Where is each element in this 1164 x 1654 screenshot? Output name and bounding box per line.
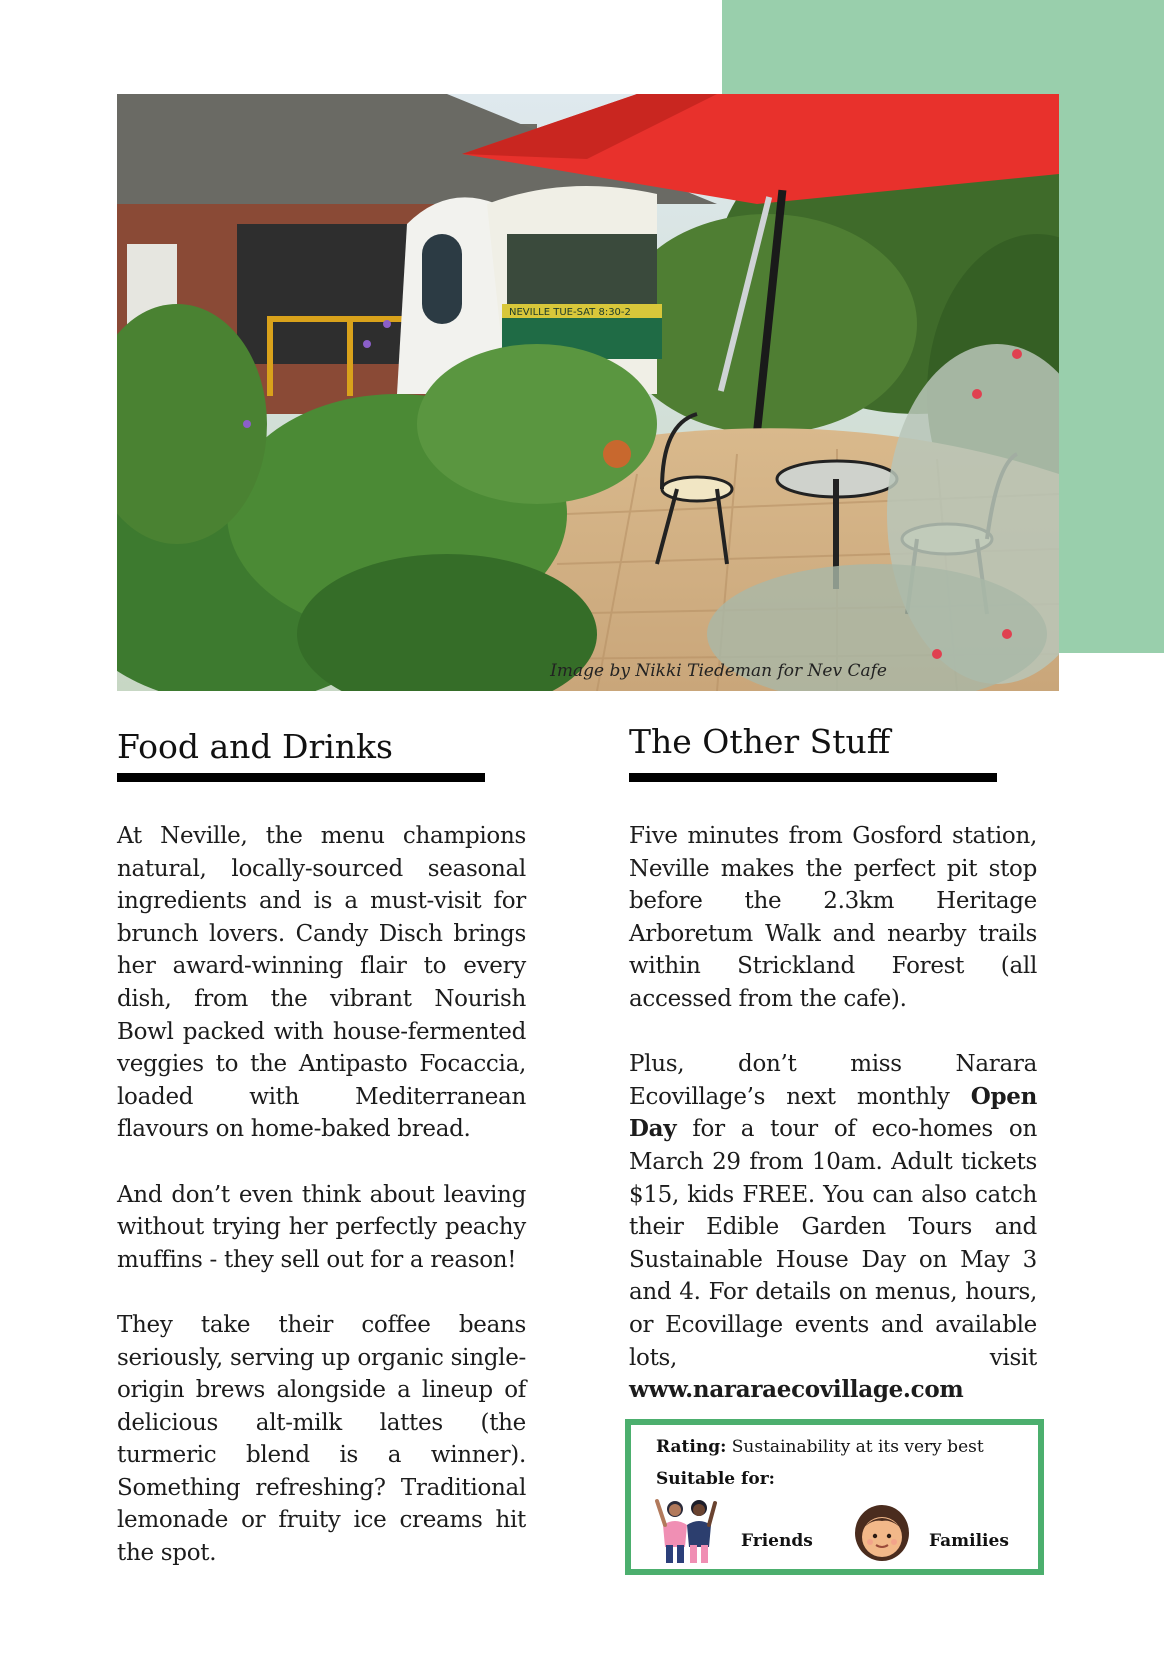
food-and-drinks-heading: Food and Drinks	[117, 727, 393, 766]
rating-box	[625, 1419, 1044, 1575]
ecovillage-website-link[interactable]: www.nararaecovillage.com	[629, 1376, 964, 1404]
paragraph-text: Plus, don’t miss Narara Ecovillage’s next monthly	[629, 1051, 1037, 1110]
other-heading-rule	[629, 773, 997, 782]
cafe-garden-illustration	[117, 94, 1059, 691]
open-day-emphasis: Open Day	[629, 1082, 1037, 1143]
friends-icon	[653, 1495, 719, 1565]
other-stuff-heading: The Other Stuff	[629, 722, 891, 761]
food-paragraph-2: And don’t even think about leaving without trying her perfectly peachy muffins - they sell out for a reason!	[117, 1181, 526, 1273]
food-column	[117, 820, 526, 1602]
family-icon	[853, 1503, 911, 1563]
photo-caption: Image by Nikki Tiedeman for Nev Cafe	[550, 661, 887, 681]
other-paragraph-1: Five minutes from Gosford station, Neville makes the perfect pit stop before the 2.3km Heritage Arboretum Walk and nearby trails within Strickland Forest (all accessed from the cafe).	[629, 823, 1037, 1012]
rating-label: Rating:	[656, 1437, 727, 1457]
food-paragraph-1: At Neville, the menu champions natural, locally-sourced seasonal ingredients and is a must-visit for brunch lovers. Candy Disch brings her award-winning flair to every dish, from the vibrant Nourish Bowl packed with house-fermented veggies to the Antipasto Focaccia, loaded with Mediterranean flavours on home-baked bread.	[117, 823, 526, 1143]
food-paragraph-3: They take their coffee beans seriously, serving up organic single-origin brews alongside a lineup of delicious alt-milk lattes (the turmeric blend is a winner). Something refreshing? Traditional lemonade or fruity ice creams hit the spot.	[117, 1311, 526, 1567]
rating-line	[656, 1437, 984, 1457]
caravan-sign: NEVILLE TUE-SAT 8:30-2	[509, 307, 631, 318]
paragraph-text: for a tour of eco-homes on March 29 from 10am. Adult tickets $15, kids FREE. You can also catch their Edible Garden Tours and Sustainable House Day on May 3 and 4. For details on menus, hours, or Ecovillage events and available lots, visit	[629, 1116, 1037, 1371]
food-heading-rule	[117, 773, 485, 782]
other-paragraph-2	[629, 1048, 1037, 1407]
suitable-for-label: Suitable for:	[656, 1469, 775, 1489]
friends-label: Friends	[741, 1531, 813, 1551]
rating-value: Sustainability at its very best	[726, 1437, 984, 1457]
cafe-photo	[117, 94, 1059, 691]
other-column	[629, 820, 1037, 1439]
families-label: Families	[929, 1531, 1009, 1551]
